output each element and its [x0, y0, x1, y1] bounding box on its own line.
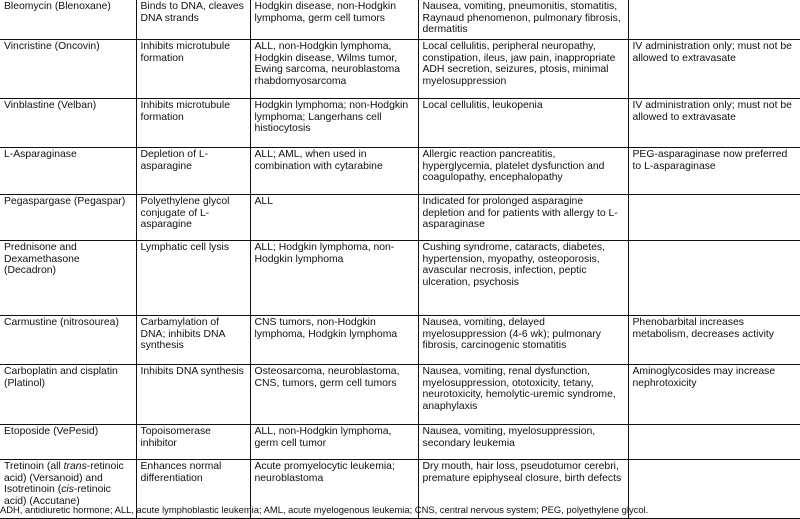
- mechanism-cell: Inhibits microtubule formation: [136, 40, 250, 99]
- drug-name-cell: Tretinoin (all trans-retinoic acid) (Versanoid) and Isotretinoin (cis-retinoic acid) (Accutane): [0, 460, 136, 519]
- drug-name-cell: Prednisone and Dexamethasone (Decadron): [0, 241, 136, 316]
- mechanism-cell: Topoisomerase inhibitor: [136, 425, 250, 460]
- drug-name-cell: L-Asparaginase: [0, 148, 136, 195]
- mechanism-cell: Inhibits microtubule formation: [136, 99, 250, 148]
- indications-cell: ALL: [250, 195, 418, 241]
- indications-cell: ALL; AML, when used in combination with cytarabine: [250, 148, 418, 195]
- mechanism-cell: Depletion of L-asparagine: [136, 148, 250, 195]
- toxicities-cell: Nausea, vomiting, myelosuppression, secondary leukemia: [418, 425, 628, 460]
- indications-cell: Hodgkin disease, non-Hodgkin lymphoma, germ cell tumors: [250, 0, 418, 40]
- comments-cell: [628, 241, 800, 316]
- mechanism-cell: Lymphatic cell lysis: [136, 241, 250, 316]
- table-row: [0, 40, 800, 99]
- mechanism-cell: Enhances normal differentiation: [136, 460, 250, 519]
- table-row: [0, 241, 800, 316]
- toxicities-cell: Nausea, vomiting, renal dysfunction, myelosuppression, ototoxicity, tetany, neurotoxicity, hemolytic-uremic syndrome, anaphylaxis: [418, 365, 628, 425]
- drug-name-cell: Vincristine (Oncovin): [0, 40, 136, 99]
- toxicities-cell: Allergic reaction pancreatitis, hyperglycemia, platelet dysfunction and coagulopathy, encephalopathy: [418, 148, 628, 195]
- indications-cell: Acute promyelocytic leukemia; neuroblastoma: [250, 460, 418, 519]
- toxicities-cell: Local cellulitis, leukopenia: [418, 99, 628, 148]
- table-row: [0, 316, 800, 365]
- comments-cell: Aminoglycosides may increase nephrotoxicity: [628, 365, 800, 425]
- indications-cell: CNS tumors, non-Hodgkin lymphoma, Hodgkin lymphoma: [250, 316, 418, 365]
- table-footnote: ADH, antidiuretic hormone; ALL, acute lymphoblastic leukemia; AML, acute myelogenous leukemia; CNS, central nervous system; PEG, polyethylene glycol.: [0, 504, 649, 515]
- table-row: [0, 365, 800, 425]
- drug-name-cell: Bleomycin (Blenoxane): [0, 0, 136, 40]
- drug-name-cell: Pegaspargase (Pegaspar): [0, 195, 136, 241]
- toxicities-cell: Cushing syndrome, cataracts, diabetes, hypertension, myopathy, osteoporosis, avascular necrosis, infection, peptic ulceration, psychosis: [418, 241, 628, 316]
- indications-cell: Osteosarcoma, neuroblastoma, CNS, tumors, germ cell tumors: [250, 365, 418, 425]
- comments-cell: PEG-asparaginase now preferred to L-asparaginase: [628, 148, 800, 195]
- table-row: [0, 425, 800, 460]
- mechanism-cell: Carbamylation of DNA; inhibits DNA synthesis: [136, 316, 250, 365]
- toxicities-cell: Local cellulitis, peripheral neuropathy, constipation, ileus, jaw pain, inappropriate ADH secretion, seizures, ptosis, minimal myelosuppression: [418, 40, 628, 99]
- table-row: [0, 99, 800, 148]
- drug-name-cell: Carboplatin and cisplatin (Platinol): [0, 365, 136, 425]
- toxicities-cell: Dry mouth, hair loss, pseudotumor cerebri, premature epiphyseal closure, birth defects: [418, 460, 628, 519]
- comments-cell: [628, 195, 800, 241]
- comments-cell: [628, 0, 800, 40]
- mechanism-cell: Binds to DNA, cleaves DNA strands: [136, 0, 250, 40]
- mechanism-cell: Inhibits DNA synthesis: [136, 365, 250, 425]
- table-row: [0, 148, 800, 195]
- table-row: [0, 0, 800, 40]
- drug-name-cell: Vinblastine (Velban): [0, 99, 136, 148]
- indications-cell: ALL, non-Hodgkin lymphoma, germ cell tumor: [250, 425, 418, 460]
- mechanism-cell: Polyethylene glycol conjugate of L-asparagine: [136, 195, 250, 241]
- toxicities-cell: Nausea, vomiting, pneumonitis, stomatitis, Raynaud phenomenon, pulmonary fibrosis, dermatitis: [418, 0, 628, 40]
- drug-name-cell: Carmustine (nitrosourea): [0, 316, 136, 365]
- indications-cell: ALL; Hodgkin lymphoma, non-Hodgkin lymphoma: [250, 241, 418, 316]
- toxicities-cell: Nausea, vomiting, delayed myelosuppression (4-6 wk); pulmonary fibrosis, carcinogenic stomatitis: [418, 316, 628, 365]
- toxicities-cell: Indicated for prolonged asparagine depletion and for patients with allergy to L-asparaginase: [418, 195, 628, 241]
- comments-cell: [628, 425, 800, 460]
- drug-name-cell: Etoposide (VePesid): [0, 425, 136, 460]
- indications-cell: ALL, non-Hodgkin lymphoma, Hodgkin disease, Wilms tumor, Ewing sarcoma, neuroblastoma rhabdomyosarcoma: [250, 40, 418, 99]
- comments-cell: Phenobarbital increases metabolism, decreases activity: [628, 316, 800, 365]
- comments-cell: IV administration only; must not be allowed to extravasate: [628, 40, 800, 99]
- table-row: [0, 195, 800, 241]
- indications-cell: Hodgkin lymphoma; non-Hodgkin lymphoma; Langerhans cell histiocytosis: [250, 99, 418, 148]
- comments-cell: IV administration only; must not be allowed to extravasate: [628, 99, 800, 148]
